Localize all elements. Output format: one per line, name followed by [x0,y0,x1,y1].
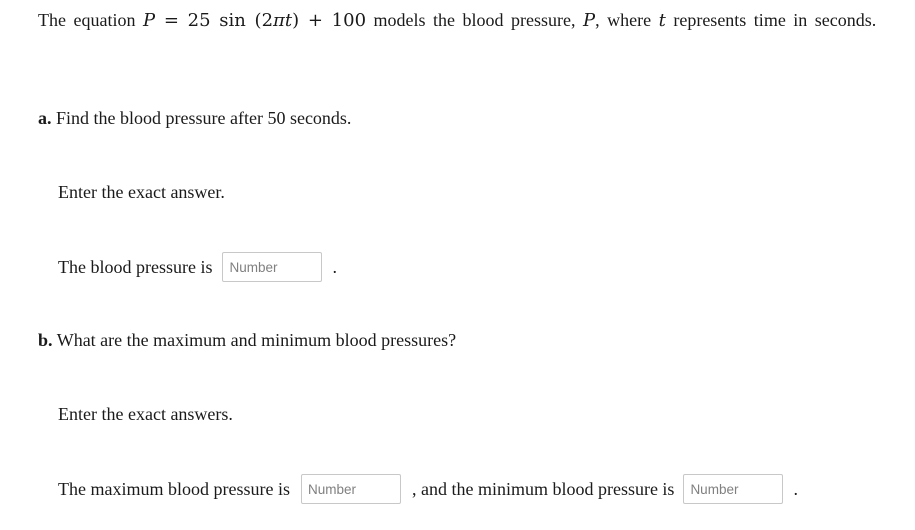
equation-rhs-part1: 25 sin (2 [187,10,274,31]
problem-text [38,6,878,35]
variable-p: P [583,10,596,31]
part-a-question-text: Find the blood pressure after 50 seconds. [56,108,352,128]
part-a-answer-label: The blood pressure is [58,256,213,277]
equation-variable-t: t [284,10,293,31]
equation-pi: π [273,10,285,31]
equation-rhs-part2: ) + 100 [292,10,367,31]
equation-variable-p: P [142,10,156,31]
part-b-question-text: What are the maximum and minimum blood pressures? [56,330,457,350]
part-a-answer-line [58,252,337,282]
where-text: , where [595,10,652,30]
part-b-instruction: Enter the exact answers. [58,404,233,424]
equation-equals: = [155,10,188,31]
min-pressure-input[interactable] [683,474,783,504]
part-a-instruction: Enter the exact answer. [58,182,225,202]
end-text: represents time in seconds. [673,10,877,30]
problem-statement [38,6,878,35]
equation [143,10,366,31]
min-pressure-label: , and the minimum blood pressure is [411,478,675,499]
mid-text: models the blood pressure, [373,10,576,30]
blood-pressure-input[interactable] [222,252,322,282]
part-b-period: . [793,478,798,499]
part-b-letter: b. [38,330,53,350]
part-b-question [38,330,456,351]
max-pressure-label: The maximum blood pressure is [58,478,290,499]
intro-text: The equation [38,10,136,30]
max-pressure-input[interactable] [301,474,401,504]
variable-t: t [658,10,666,31]
part-b-answer-line [58,474,798,504]
part-a-letter: a. [38,108,52,128]
part-a-question [38,108,351,129]
part-a-period: . [332,256,337,277]
